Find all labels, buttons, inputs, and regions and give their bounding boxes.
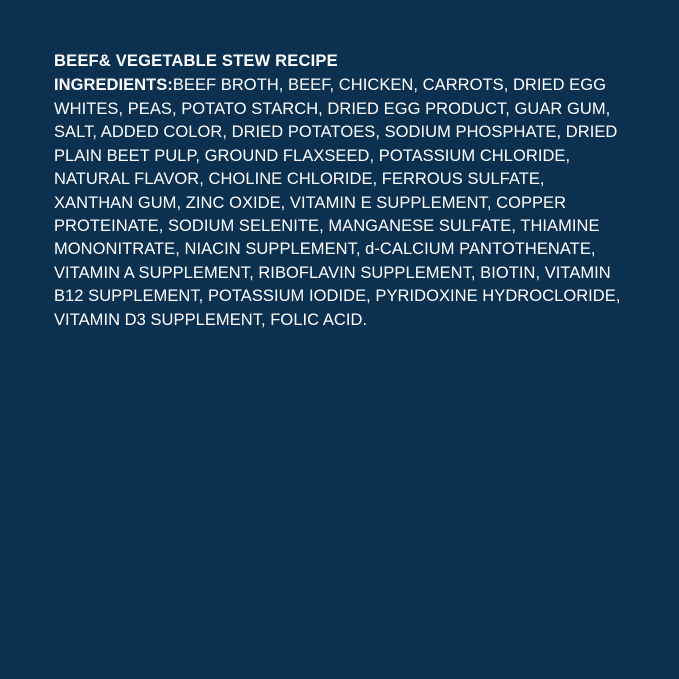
- ingredients-block: [54, 74, 625, 332]
- product-title: BEEF& VEGETABLE STEW RECIPE: [54, 52, 338, 70]
- ingredients-text: BEEF BROTH, BEEF, CHICKEN, CARROTS, DRIED EGG WHITES, PEAS, POTATO STARCH, DRIED EGG PRODUCT, GUAR GUM, SALT, ADDED COLOR, DRIED POTATOES, SODIUM PHOSPHATE, DRIED PLAIN BEET PULP, GROUND FLAXSEED, POTASSIUM CHLORIDE, NATURAL FLAVOR, CHOLINE CHLORIDE, FERROUS SULFATE, XANTHAN GUM, ZINC OXIDE, VITAMIN E SUPPLEMENT, COPPER PROTEINATE, SODIUM SELENITE, MANGANESE SULFATE, THIAMINE MONONITRATE, NIACIN SUPPLEMENT, d-CALCIUM PANTOTHENATE, VITAMIN A SUPPLEMENT, RIBOFLAVIN SUPPLEMENT, BIOTIN, VITAMIN B12 SUPPLEMENT, POTASSIUM IODIDE, PYRIDOXINE HYDROCLORIDE, VITAMIN D3 SUPPLEMENT, FOLIC ACID.: [54, 76, 621, 329]
- ingredients-heading: INGREDIENTS:: [54, 76, 173, 95]
